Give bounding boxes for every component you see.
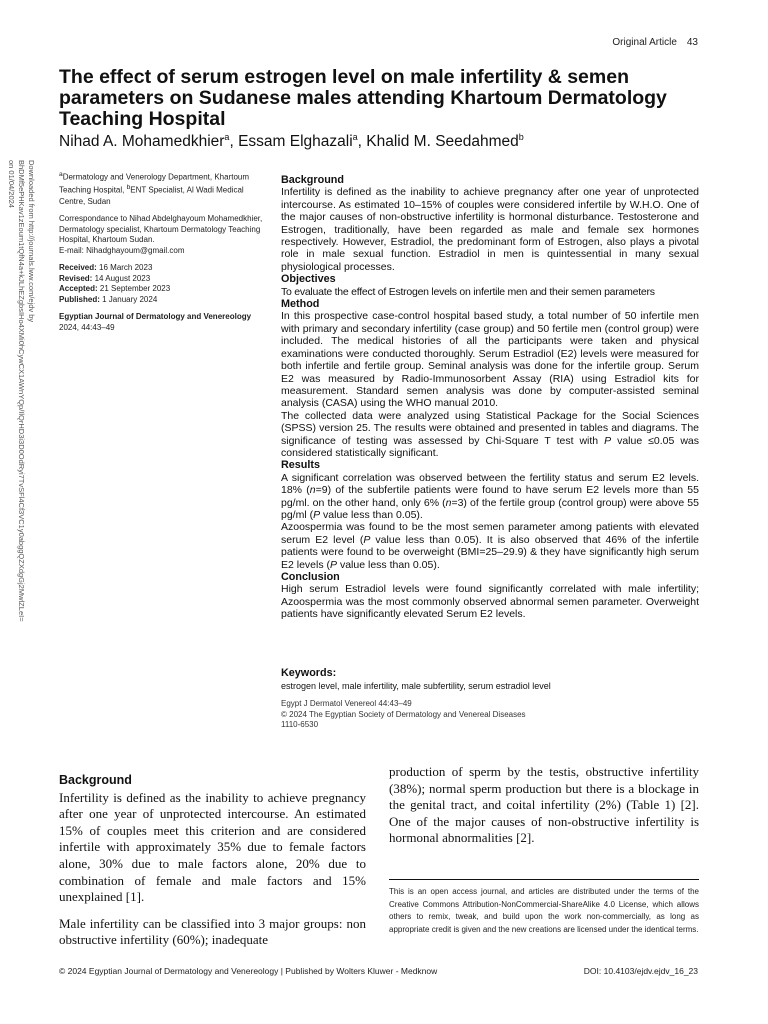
affiliation-mark: b (126, 184, 131, 192)
journal-reference (59, 312, 264, 334)
footer-doi[interactable]: DOI: 10.4103/ejdv.ejdv_16_23 (583, 966, 698, 976)
author-affiliation-mark: b (518, 132, 524, 142)
article-type-label: Original Article (612, 37, 677, 48)
author-list (59, 132, 524, 151)
italic-symbol: n (445, 496, 452, 509)
date-label: Revised: (59, 273, 93, 283)
body-paragraph: production of sperm by the testis, obstructive infertility (38%); normal sperm production but there is a blockage in the genital tract, and coital infertility (2%) (Table 1) [2]. One of the major causes of non-obstructive infertility is hormonal abnormalities [2]. (389, 764, 699, 846)
page-number: 43 (686, 37, 698, 48)
article-title: The effect of serum estrogen level on male infertility & semen parameters on Sudanese males attending Khartoum Dermatology Teaching Hospital (59, 66, 667, 130)
text-run: value ≤0.05 was considered statistically significant. (281, 434, 700, 459)
abstract-heading-conclusion: Conclusion (281, 571, 340, 583)
abstract-heading-method: Method (281, 298, 320, 311)
italic-symbol: P (604, 434, 612, 447)
keywords-text: estrogen level, male infertility, male subfertility, serum estradiol level (281, 681, 551, 691)
author-name: Essam Elghazali (238, 133, 353, 151)
citation-block (281, 699, 699, 731)
abstract-results-2 (281, 521, 699, 571)
keywords-heading: Keywords: (281, 667, 337, 679)
date-value: 21 September 2023 (99, 284, 171, 294)
journal-volume: 2024, 44:43–49 (59, 322, 115, 332)
abstract-heading-results: Results (281, 459, 321, 472)
date-label: Accepted: (59, 284, 98, 294)
abstract-heading-background: Background (281, 174, 344, 186)
date-value: 1 January 2024 (102, 295, 158, 305)
article-dates (59, 263, 264, 306)
abstract-background: Infertility is defined as the inability to achieve pregnancy after one year of unprotected intercourse. As estimated 10–15% of couples were considered infertile by W.H.O. One of the major causes of non-obstructive infertility is hormonal disturbance. Testosterone and Estrogen, traditionally, have been regarded as male and female sex hormones respectively. However, Estradiol, the predominant form of Estrogen, also plays a pivotal role in male sexual function. Estradiol in men is quintessential in many sexual physiological processes. (281, 186, 699, 273)
text-run: value less than 0.05). It is also observed that 46% of the infertile patients were found to be overweight (BMI=25–29.9) & they have significantly high serum E2 levels ( (281, 533, 700, 571)
text-run: =3) of the fertile group (control group) were above 55 pg/ml ( (281, 496, 699, 521)
section-heading-background: Background (59, 773, 132, 787)
date-value: 16 March 2023 (99, 262, 153, 272)
correspondence-email[interactable]: E-mail: Nihadghayoum@gmail.com (59, 246, 185, 256)
affiliation-2: ENT Specialist, Al Wadi Medical Centre, Sudan (59, 186, 244, 206)
affiliations (59, 170, 264, 208)
author-separator: , (357, 133, 367, 151)
keywords (281, 667, 699, 691)
text-run: value less than 0.05). (337, 558, 440, 571)
text-run: The collected data were analyzed using Statistical Package for the Social Sciences (SPSS) version 25. The results were obtained and presented in tables and diagrams. The significance of testing was assessed by Chi-Square T test with (281, 409, 699, 447)
italic-symbol: P (363, 533, 371, 546)
italic-symbol: n (309, 484, 316, 497)
text-run: Azoospermia was found to be the most semen parameter among patients with elevated serum E2 level ( (281, 521, 699, 546)
citation-line: Egypt J Dermatol Venereol 44:43–49 (281, 699, 412, 708)
correspondence (59, 214, 264, 257)
abstract-heading-objectives: Objectives (281, 273, 336, 286)
footer-copyright: © 2024 Egyptian Journal of Dermatology and Venereology | Published by Wolters Kluwer - Medknow (59, 966, 438, 976)
author-name: Khalid M. Seedahmed (366, 133, 519, 151)
abstract (281, 174, 699, 621)
open-access-notice: This is an open access journal, and articles are distributed under the terms of the Creative Commons Attribution-NonCommercial-ShareAlike 4.0 License, which allows others to remix, tweak, and build upon the work non-commercially, as long as appropriate credit is given and the new creations are licensed under the identical terms. (389, 879, 699, 936)
author-separator: , (229, 133, 239, 151)
italic-symbol: P (330, 558, 338, 571)
abstract-conclusion: High serum Estradiol levels were found significantly correlated with male infertility; Azoospermia was the most commonly observed abnormal semen parameter. Overweight patients have significantly elevated Serum E2 levels. (281, 583, 699, 621)
author-name: Nihad A. Mohamedkhier (59, 133, 225, 151)
author-affiliation-mark: a (224, 132, 230, 142)
body-paragraph: Male infertility can be classified into 3 major groups: non obstructive infertility (60%); inadequate (59, 915, 366, 948)
italic-symbol: P (313, 508, 321, 521)
date-value: 14 August 2023 (94, 273, 151, 283)
running-header (602, 37, 698, 48)
affiliation-1: Dermatology and Venerology Department, Khartoum Teaching Hospital, (59, 172, 250, 196)
author-affiliation-mark: a (352, 132, 358, 142)
citation-line: 1110-6530 (281, 720, 319, 729)
citation-line: © 2024 The Egyptian Society of Dermatology and Venereal Diseases (281, 709, 526, 719)
correspondence-text: Correspondance to Nihad Abdelghayoum Mohamedkhier, Dermatology specialist, Khartoum Dermatology Teaching Hospital, Khartoum Sudan. (59, 213, 263, 245)
text-run: =9) of the subfertile patients were found to have serum E2 levels more than 55 pg/ml. on the other hand, only 6% ( (281, 484, 699, 509)
body-column-left (59, 772, 366, 959)
affiliation-mark: a (59, 171, 63, 178)
abstract-objectives: To evaluate the effect of Estrogen levels on infertile men and their semen parameters (281, 285, 655, 298)
abstract-results-1 (281, 472, 699, 522)
text-run: value less than 0.05). (320, 508, 423, 521)
date-label: Published: (59, 295, 100, 305)
date-label: Received: (59, 262, 97, 272)
download-watermark: Downloaded from http://journals.lww.com/ejdv by BhDMf5ePHKav1zEoum1tQfN4a+kJLhEZgbsIHo4XMi0hCywCX1AWnYQp/IlQrHD3i3D0OdRyi7TvSFl4Cf3VC1y0abggQZXdgGj2MwlZLeI= on 01/04/2024 (7, 160, 36, 622)
affiliation-block (59, 170, 264, 340)
text-run: A significant correlation was observed between the fertility status and serum E2 levels. 18% ( (281, 471, 699, 497)
body-paragraph: Infertility is defined as the inability to achieve pregnancy after one year of unprotected intercourse. An estimated 15% of couples meet this criterion and are considered infertile with approximately 35% due to female factors alone, 30% due to male factors alone, 20% due to combination of female and male factors and 15% unexplained [1]. (59, 789, 366, 905)
journal-name: Egyptian Journal of Dermatology and Venereology (59, 312, 252, 322)
abstract-method-2 (281, 410, 699, 460)
abstract-method-1: In this prospective case-control hospital based study, a total number of 50 infertile men with primary and secondary infertility (case group) and 50 fertile men (control group) were included. The medical histories of all the participants were taken and physical examinations were conducted thoroughly. Serum Estradiol (E2) levels were measured for both infertile and fertile group. Seminal analysis was done for the infertile group. Serum E2 was measured by Radio-Immunosorbent Assay (RIA) using Estradiol kits for measurement. Standard semen analysis was done by computer-assisted seminal analysis (CASA) using the WHO manual 2010. (281, 310, 699, 410)
body-column-right (389, 764, 699, 847)
